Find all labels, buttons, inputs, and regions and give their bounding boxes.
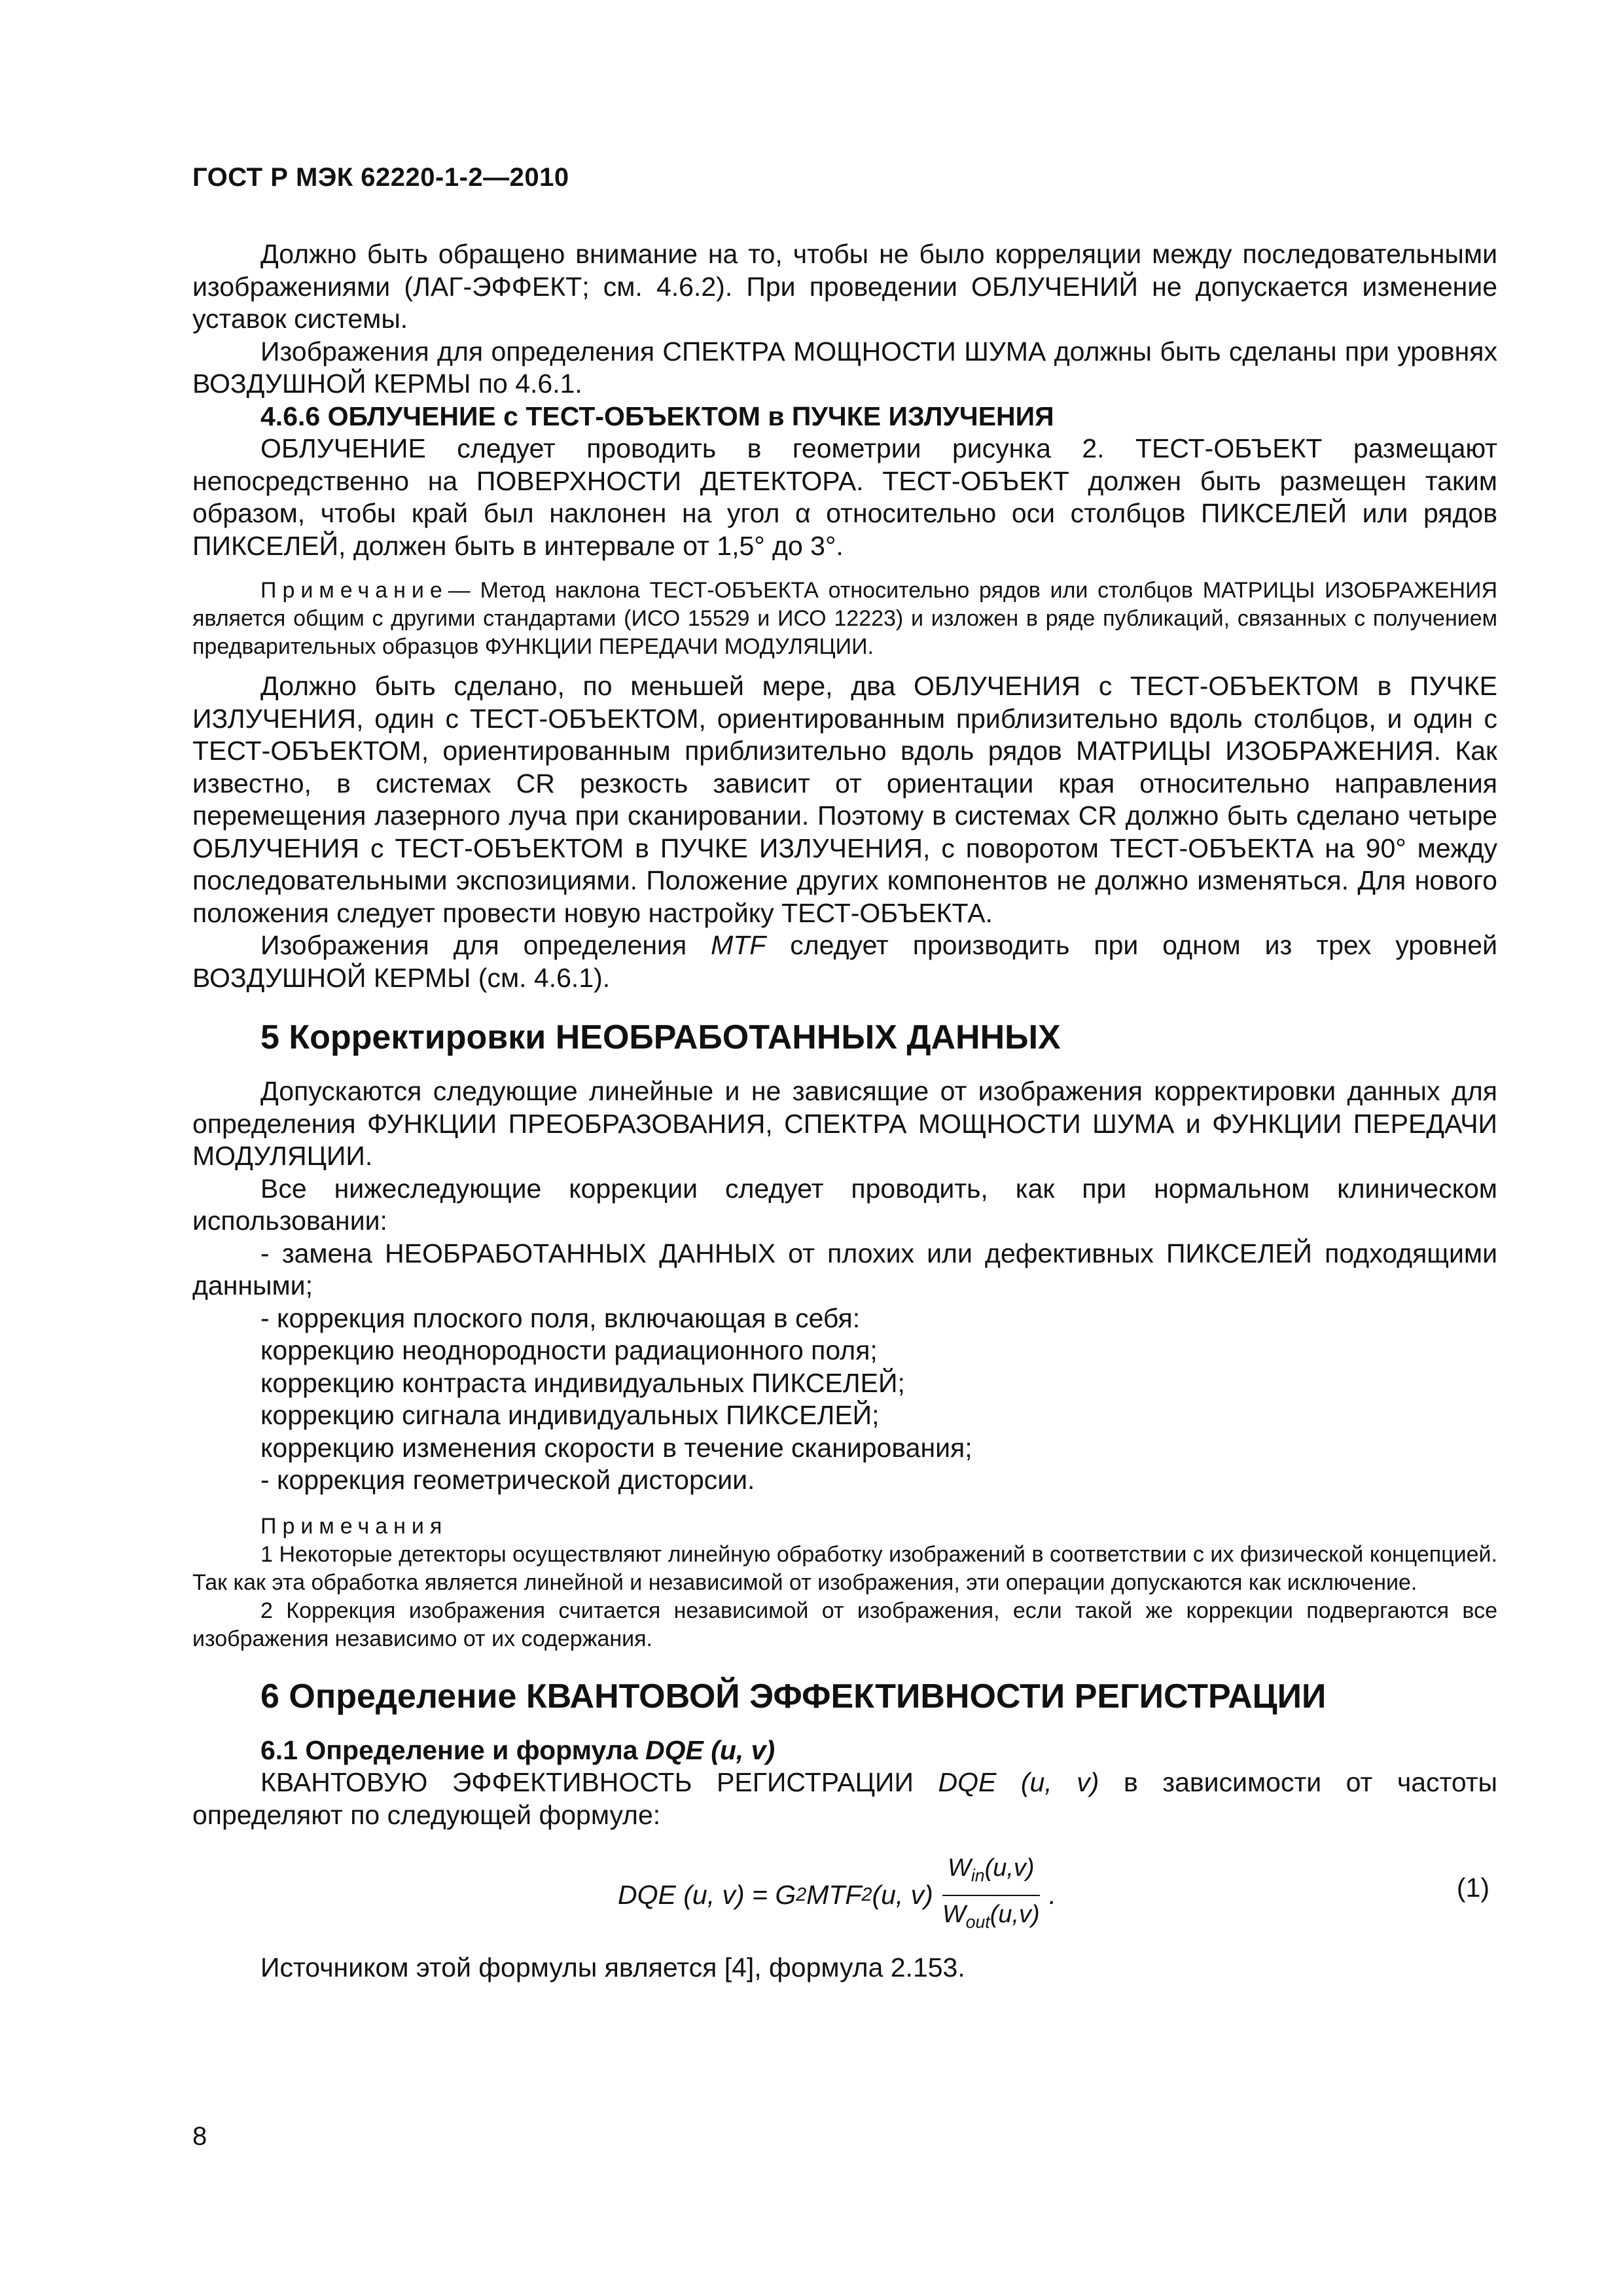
text-run: 6.1 Определение и формула — [260, 1734, 645, 1765]
text-run: следует производить при одном из трех уровней ВОЗДУШНОЙ КЕРМЫ (см. 4.6.1). — [192, 930, 1497, 993]
mtf-term: MTF — [711, 930, 766, 960]
subsection-heading-6-1 — [192, 1734, 1497, 1767]
list-item: - коррекция плоского поля, включающая в себя: — [260, 1302, 861, 1333]
document-header: ГОСТ Р МЭК 62220-1-2—2010 — [192, 163, 569, 192]
list-item: - коррекция геометрической дисторсии. — [260, 1465, 755, 1495]
fraction-numerator — [942, 1852, 1040, 1896]
equation-number: (1) — [1456, 1873, 1489, 1903]
formula-mtf: MTF — [806, 1880, 862, 1910]
w-subscript: in — [971, 1865, 985, 1886]
paragraph: Все нижеследующие коррекции следует проводить, как при нормальном клиническом использовании: — [192, 1173, 1497, 1236]
page-number: 8 — [192, 2122, 207, 2151]
paragraph: ОБЛУЧЕНИЕ следует проводить в геометрии рисунка 2. ТЕСТ-ОБЪЕКТ размещают непосредственно на ПОВЕРХНОСТИ ДЕТЕКТОРА. ТЕСТ-ОБЪЕКТ должен быть размещен таким образом, чтобы край был наклонен на угол α относительно оси столбцов ПИКСЕЛЕЙ или рядов ПИКСЕЛЕЙ, должен быть в интервале от 1,5° до 3°. — [192, 433, 1497, 561]
paragraph — [192, 1767, 1497, 1831]
notes-title: Примечания — [260, 1513, 448, 1539]
formula-end: . — [1048, 1880, 1057, 1910]
subsection-heading-4-6-6: 4.6.6 ОБЛУЧЕНИЕ с ТЕСТ-ОБЪЕКТОМ в ПУЧКЕ ИЗЛУЧЕНИЯ — [260, 401, 1054, 431]
list-subitem: коррекцию изменения скорости в течение сканирования; — [260, 1432, 972, 1463]
w-symbol: W — [947, 1854, 971, 1882]
text-run: Изображения для определения — [260, 930, 711, 960]
note-text: — Метод наклона ТЕСТ-ОБЪЕКТА относительно рядов или столбцов МАТРИЦЫ ИЗОБРАЖЕНИЯ является общим с другими стандартами (ИСО 15529 и ИСО 12223) и изложен в ряде публикаций, связанных с получением предварительных образцов ФУНКЦИИ ПЕРЕДАЧИ МОДУЛЯЦИИ. — [192, 578, 1497, 659]
fraction-denominator — [937, 1896, 1045, 1939]
paragraph: Изображения для определения СПЕКТРА МОЩНОСТИ ШУМА должны быть сделаны при уровнях ВОЗДУШНОЙ КЕРМЫ по 4.6.1. — [192, 336, 1497, 399]
formula-args: (u,v) — [984, 1854, 1035, 1882]
dqe-term: DQE (u, v) — [938, 1767, 1099, 1797]
section-6-title: 6 Определение КВАНТОВОЙ ЭФФЕКТИВНОСТИ РЕГИСТРАЦИИ — [260, 1677, 1327, 1715]
paragraph — [192, 929, 1497, 994]
formula-args: (u,v) — [990, 1901, 1040, 1929]
paragraph: Источником этой формулы является [4], формула 2.153. — [260, 1952, 965, 1982]
dqe-term: DQE (u, v) — [645, 1734, 776, 1765]
dqe-formula — [618, 1852, 1056, 1939]
formula-lhs: DQE (u, v) = G — [618, 1880, 796, 1910]
list-subitem: коррекцию неоднородности радиационного поля; — [260, 1335, 878, 1365]
text-run: в зависимости от частоты определяют по следующей формуле: — [192, 1767, 1498, 1830]
formula-fraction — [937, 1852, 1045, 1939]
list-subitem: коррекцию контраста индивидуальных ПИКСЕЛЕЙ; — [260, 1367, 905, 1398]
text-run: КВАНТОВУЮ ЭФФЕКТИВНОСТЬ РЕГИСТРАЦИИ — [260, 1767, 938, 1797]
formula-exponent: 2 — [796, 1884, 807, 1906]
paragraph: Должно быть сделано, по меньшей мере, два ОБЛУЧЕНИЯ с ТЕСТ-ОБЪЕКТОМ в ПУЧКЕ ИЗЛУЧЕНИЯ, один с ТЕСТ-ОБЪЕКТОМ, ориентированным приблизительно вдоль столбцов, и один с ТЕСТ-ОБЪЕКТОМ, ориентированным приблизительно вдоль рядов МАТРИЦЫ ИЗОБРАЖЕНИЯ. Как известно, в системах CR резкость зависит от ориентации края относительно направления перемещения лазерного луча при сканировании. Поэтому в системах CR должно быть сделано четыре ОБЛУЧЕНИЯ с ТЕСТ-ОБЪЕКТОМ в ПУЧКЕ ИЗЛУЧЕНИЯ, с поворотом ТЕСТ-ОБЪЕКТА на 90° между последовательными экспозициями. Положение других компонентов не должно изменяться. Для нового положения следует провести новую настройку ТЕСТ-ОБЪЕКТА. — [192, 671, 1497, 928]
page-content — [192, 238, 1497, 1984]
note-item: 2 Коррекция изображения считается независимой от изображения, если такой же коррекции подвергаются все изображения независимо от их содержания. — [192, 1598, 1497, 1651]
paragraph: Должно быть обращено внимание на то, чтобы не было корреляции между последовательными изображениями (ЛАГ-ЭФФЕКТ; см. 4.6.2). При проведении ОБЛУЧЕНИЙ не допускается изменение уставок системы. — [192, 239, 1497, 334]
formula-args: (u, v) — [872, 1880, 933, 1910]
note-item: 1 Некоторые детекторы осуществляют линейную обработку изображений в соответствии с их физической концепцией. Так как эта обработка является линейной и независимой от изображения, эти операции допускаются как исключение. — [192, 1541, 1497, 1595]
note-label: Примечание — [260, 578, 448, 603]
w-symbol: W — [942, 1901, 966, 1929]
note — [192, 577, 1497, 661]
list-item: - замена НЕОБРАБОТАННЫХ ДАННЫХ от плохих или дефективных ПИКСЕЛЕЙ подходящими данными; — [192, 1238, 1497, 1300]
paragraph: Допускаются следующие линейные и не зависящие от изображения корректировки данных для определения ФУНКЦИИ ПРЕОБРАЗОВАНИЯ, СПЕКТРА МОЩНОСТИ ШУМА и ФУНКЦИИ ПЕРЕДАЧИ МОДУЛЯЦИИ. — [192, 1076, 1497, 1171]
formula-block — [192, 1840, 1497, 1952]
list-subitem: коррекцию сигнала индивидуальных ПИКСЕЛЕЙ; — [260, 1400, 880, 1430]
formula-exponent: 2 — [861, 1884, 872, 1906]
section-5-title: 5 Корректировки НЕОБРАБОТАННЫХ ДАННЫХ — [260, 1018, 1061, 1056]
w-subscript: out — [965, 1912, 990, 1932]
